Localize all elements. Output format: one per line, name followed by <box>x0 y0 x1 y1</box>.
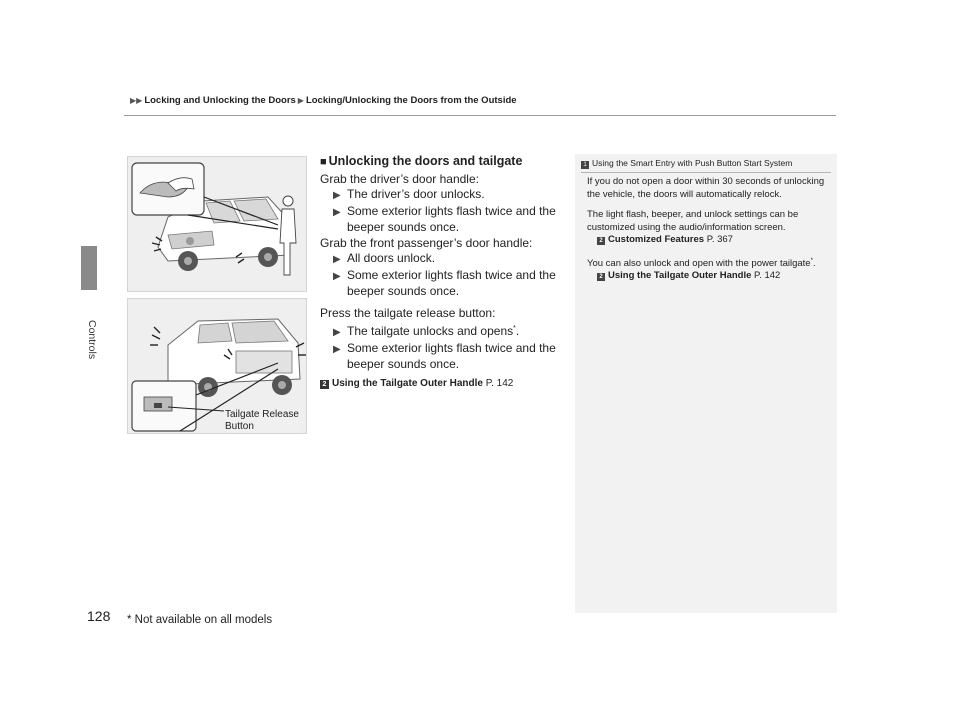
result-text: ▶ Some exterior lights flash twice and the beeper sounds once. <box>333 267 556 298</box>
arrow-right-icon: ▶ <box>333 343 341 355</box>
result-text: ▶ Some exterior lights flash twice and the beeper sounds once. <box>333 203 556 234</box>
arrow-right-icon: ▶ <box>333 190 341 201</box>
sidebar-note <box>575 154 837 613</box>
section-title: ■ Unlocking the doors and tailgate <box>320 154 523 168</box>
chapter-label: Controls <box>86 320 98 360</box>
square-bullet-icon: ■ <box>320 156 327 168</box>
breadcrumb <box>128 95 517 106</box>
reference-icon: 2 <box>320 380 329 389</box>
result-text: ▶ The driver’s door unlocks. <box>320 187 560 204</box>
result-text: ▶ The tailgate unlocks and opens*. <box>320 321 560 341</box>
page-number: 128 <box>87 608 111 624</box>
footnote: * Not available on all models <box>127 614 273 626</box>
note-title: 1 Using the Smart Entry with Push Button Start System <box>581 158 831 173</box>
result-text: ▶ All doors unlock. <box>320 251 560 268</box>
step-text: Grab the front passenger’s door handle: <box>320 235 533 250</box>
figure-door-handle <box>127 156 307 292</box>
breadcrumb-item[interactable]: Locking/Unlocking the Doors from the Outside <box>305 95 517 106</box>
note-icon: 1 <box>581 161 589 169</box>
reference-icon: 2 <box>597 237 605 245</box>
main-content <box>320 154 560 391</box>
cross-reference-link[interactable]: 2 Using the Tailgate Outer Handle P. 142 <box>320 376 560 392</box>
step-text: Grab the driver’s door handle: <box>320 171 479 186</box>
suv-front-illustration <box>128 157 307 292</box>
breadcrumb-arrow-icon: ▶ <box>297 96 304 105</box>
chapter-tab <box>81 246 97 290</box>
arrow-right-icon: ▶ <box>333 206 341 218</box>
note-paragraph: You can also unlock and open with the power tailgate*. <box>587 257 816 269</box>
arrow-right-icon: ▶ <box>333 270 341 282</box>
page-header <box>124 93 836 116</box>
arrow-right-icon: ▶ <box>333 327 341 338</box>
reference-icon: 2 <box>597 273 605 281</box>
cross-reference-link[interactable]: 2 Using the Tailgate Outer Handle P. 142 <box>587 270 827 283</box>
figure-label: Tailgate Release Button <box>225 409 299 432</box>
result-text: ▶ Some exterior lights flash twice and the beeper sounds once. <box>333 340 556 371</box>
cross-reference-link[interactable]: 2 Customized Features P. 367 <box>587 234 827 247</box>
breadcrumb-arrow-icon: ▶▶ <box>130 96 143 105</box>
arrow-right-icon: ▶ <box>333 254 341 265</box>
note-body <box>587 176 827 283</box>
note-paragraph: If you do not open a door within 30 seconds of unlocking the vehicle, the doors will automatically relock. <box>587 176 825 200</box>
figure-tailgate-release <box>127 298 307 434</box>
breadcrumb-item[interactable]: Locking and Unlocking the Doors <box>144 95 296 106</box>
step-text: Press the tailgate release button: <box>320 305 496 320</box>
note-paragraph: The light flash, beeper, and unlock settings can be customized using the audio/information screen. <box>587 209 799 233</box>
